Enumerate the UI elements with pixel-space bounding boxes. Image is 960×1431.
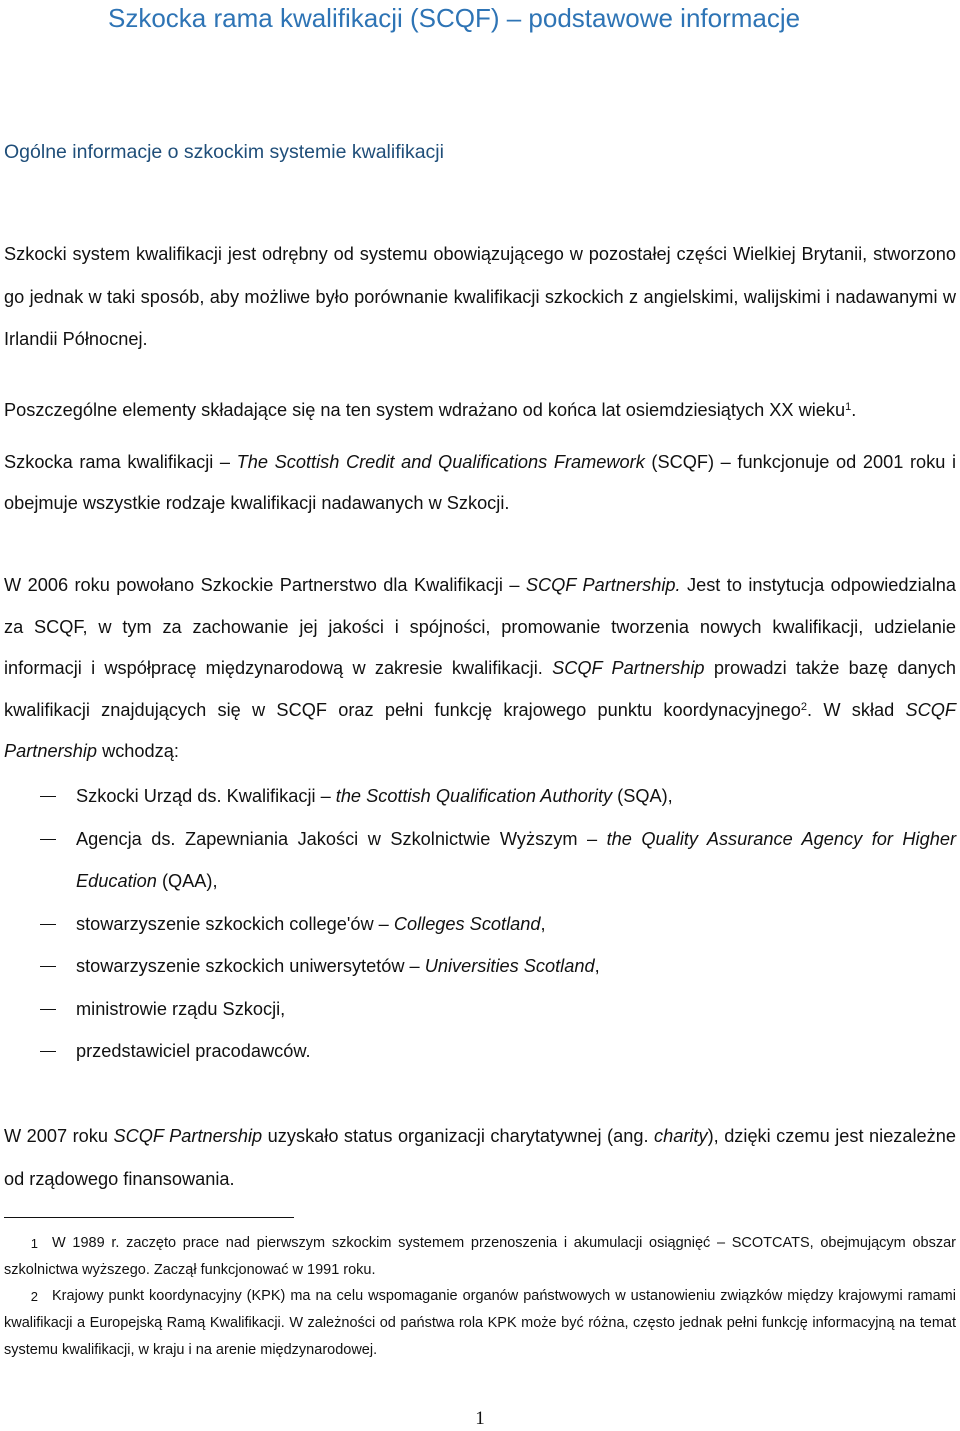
- charity-paragraph: [4, 1115, 956, 1200]
- dash-bullet-icon: [40, 966, 56, 967]
- footnote-ref-1[interactable]: 1: [845, 401, 852, 413]
- member-english-name: the Quality Assurance Agency for Higher Education: [76, 828, 956, 891]
- page-title: Szkocka rama kwalifikacji (SCQF) – podstawowe informacje: [108, 3, 801, 33]
- footnote-text: W 1989 r. zaczęto prace nad pierwszym szkockim systemem przenoszenia i akumulacji osiągnięć – SCOTCATS, obejmującym obszar szkolnictwa wyższego. Zaczął funkcjonować w 1991 roku.: [4, 1235, 956, 1278]
- footnote-ref-2[interactable]: 2: [800, 700, 808, 713]
- intro-paragraph: Szkocki system kwalifikacji jest odrębny od systemu obowiązującego w pozostałej części Wielkiej Brytanii, stworzono go jednak w taki sposób, aby możliwe było porównanie kwalifikacji szkockich z angielskimi, walijskimi i nadawanymi w Irlandii Północnej.: [4, 244, 956, 349]
- partnership-text-2: Jest to instytucja odpowiedzialna za SCQF, w tym za zachowanie jej jakości i spójności, promowanie tworzenia nowych kwalifikacji, udzielanie informacji i współpracę międzynarodową w zakresie kwalifikacji.: [4, 575, 956, 678]
- member-suffix: (QAA),: [156, 871, 218, 891]
- footnote-separator: [4, 1217, 294, 1218]
- partnership-name-3: SCQF Partnership: [4, 699, 956, 761]
- scqf-english-name: The Scottish Credit and Qualifications Framework: [236, 452, 645, 472]
- footnote-number: 1: [30, 1236, 38, 1251]
- member-suffix: ,: [540, 913, 546, 934]
- charity-text-2: uzyskało status organizacji charytatywnej (ang.: [262, 1126, 655, 1146]
- dash-bullet-icon: [40, 839, 56, 840]
- list-item: [4, 945, 956, 988]
- partnership-text-1: W 2006 roku powołano Szkockie Partnerstwo dla Kwalifikacji –: [4, 575, 526, 595]
- member-text: przedstawiciel pracodawców.: [76, 1041, 311, 1061]
- list-item: [4, 988, 956, 1031]
- footnote-2: [4, 1283, 956, 1364]
- footnote-number: 2: [30, 1289, 38, 1304]
- dash-bullet-icon: [40, 1051, 56, 1052]
- scqf-paragraph: [4, 442, 956, 524]
- footnote-text: Krajowy punkt koordynacyjny (KPK) ma na celu wspomaganie organów państwowych w ustanowieniu związków między krajowymi ramami kwalifikacji a Europejską Ramą Kwalifikacji. W zależności od państwa rola KPK może być różna, często jednak pełni funkcję informacyjną na temat systemu kwalifikacji, w kraju i na arenie międzynarodowej.: [4, 1288, 956, 1358]
- partnership-paragraph: [4, 565, 956, 773]
- history-paragraph: [4, 400, 956, 421]
- list-item: [4, 775, 956, 818]
- footnote-1: [4, 1230, 956, 1284]
- partnership-name-2: SCQF Partnership: [552, 658, 705, 678]
- list-item: [4, 1030, 956, 1073]
- history-text: Poszczególne elementy składające się na ten system wdrażano od końca lat osiemdziesiątych XX wieku: [4, 400, 846, 420]
- partnership-text-3: prowadzi także bazę danych kwalifikacji znajdujących się w SCQF oraz pełni funkcję krajowego punktu koordynacyjnego: [4, 658, 956, 720]
- member-text: ministrowie rządu Szkocji,: [76, 998, 286, 1019]
- list-item: [4, 903, 956, 946]
- charity-partnership-name: SCQF Partnership: [113, 1126, 263, 1146]
- charity-text-3: ), dzięki czemu jest niezależne od rządowego finansowania.: [4, 1126, 956, 1189]
- charity-text-1: W 2007 roku: [4, 1126, 114, 1146]
- history-period: .: [851, 400, 857, 420]
- member-english-name: the Scottish Qualification Authority: [335, 786, 613, 806]
- dash-bullet-icon: [40, 796, 56, 797]
- scqf-text-1: Szkocka rama kwalifikacji –: [4, 452, 237, 472]
- member-text: Szkocki Urząd ds. Kwalifikacji –: [76, 786, 336, 806]
- partnership-name-1: SCQF Partnership.: [525, 575, 681, 595]
- list-item: [4, 818, 956, 903]
- charity-english-term: charity: [654, 1126, 708, 1146]
- member-text: Agencja ds. Zapewniania Jakości w Szkolnictwie Wyższym –: [76, 828, 607, 849]
- member-suffix: ,: [594, 956, 600, 976]
- page-number: 1: [475, 1408, 485, 1429]
- dash-bullet-icon: [40, 1009, 56, 1010]
- partnership-text-5: wchodzą:: [97, 741, 179, 761]
- member-english-name: Colleges Scotland: [393, 913, 541, 934]
- member-english-name: Universities Scotland: [424, 956, 595, 976]
- member-text: stowarzyszenie szkockich college'ów –: [76, 913, 394, 934]
- scqf-text-2: (SCQF) – funkcjonuje od 2001 roku i obejmuje wszystkie rodzaje kwalifikacji nadawanych w Szkocji.: [4, 452, 956, 513]
- partnership-text-4: . W skład: [807, 699, 906, 720]
- members-list: [4, 775, 956, 1073]
- dash-bullet-icon: [40, 924, 56, 925]
- member-text: stowarzyszenie szkockich uniwersytetów –: [76, 956, 425, 976]
- member-suffix: (SQA),: [612, 786, 673, 806]
- section-heading: Ogólne informacje o szkockim systemie kwalifikacji: [4, 141, 444, 163]
